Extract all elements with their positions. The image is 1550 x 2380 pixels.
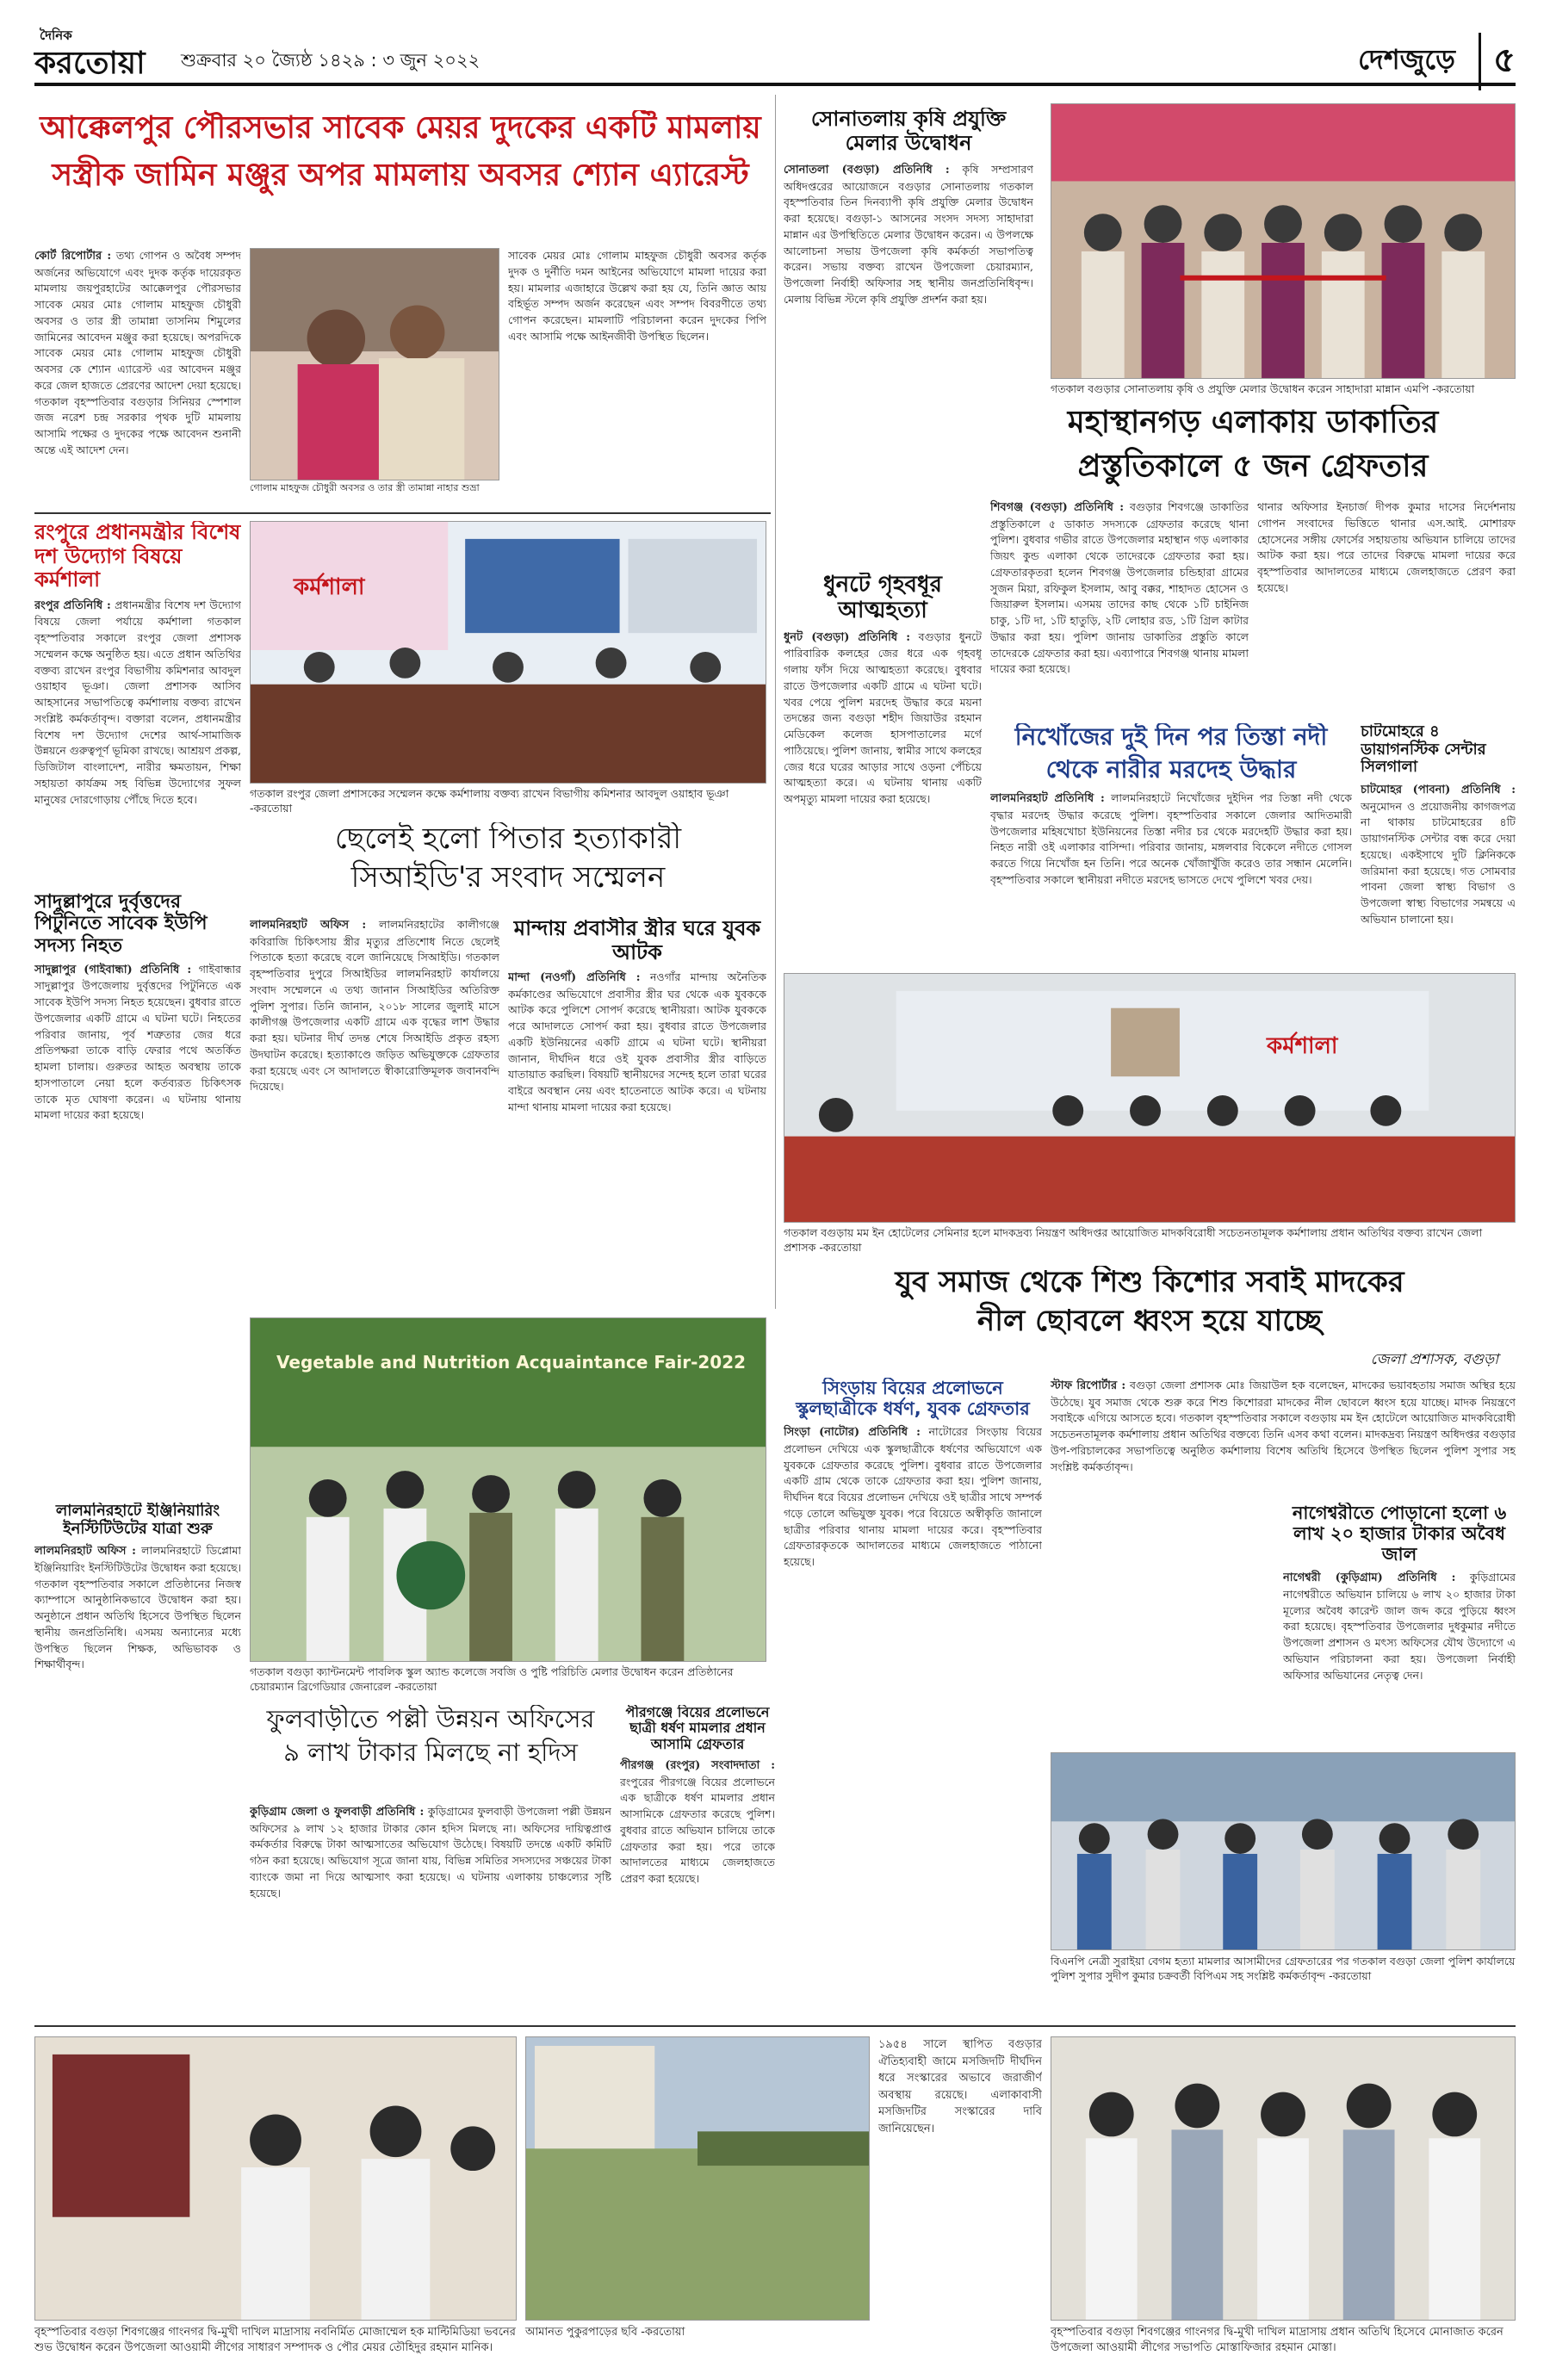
singra-byline: সিংড়া (নাটোর) প্রতিনিধি : <box>784 1426 921 1440</box>
sadullapur-story <box>34 891 241 1494</box>
son-kills-text: লালমনিরহাটের কালীগঞ্জে কবিরাজি চিকিৎসায় স্ত্রীর মৃত্যুর প্রতিশোধ নিতে ছেলেই পিতাকে হত্যা করেছে বলে জানিয়েছে সিআইডি। গতকাল বৃহস্পতিবার দুপুরে সিআইডির লালমনিরহাট কার্যালয়ে সংবাদ সম্মেলনে এ তথ্য জানান সিআইডির অতিরিক্ত পুলিশ সুপার। তিনি জানান, ২০১৮ সালের জুলাই মাসে কালীগঞ্জ উপজেলার একটি গ্রামে এক বৃদ্ধের লাশ উদ্ধার করা হয়। ঘটনার দীর্ঘ তদন্ত শেষে সিআইডি প্রকৃত রহস্য উদঘাটন করেছে। হত্যাকাণ্ডে জড়িত অভিযুক্তকে গ্রেফতার করা হয়েছে এবং সে আদালতে স্বীকারোক্তিমূলক জবানবন্দি দিয়েছে। <box>250 918 499 1094</box>
dhunat-byline: ধুনট (বগুড়া) প্রতিনিধি : <box>784 630 911 644</box>
lalmonirhat-body-wrap <box>34 1543 241 1673</box>
lalmonirhat-byline: লালমনিরহাট অফিস : <box>34 1545 136 1559</box>
chatmohar-body: অনুমোদন ও প্রয়োজনীয় কাগজপত্র না থাকায় চাটমোহরের ৪টি ডায়াগনস্টিক সেন্টার বন্ধ করে দেয়া হয়েছে। একইসাথে দুটি ক্লিনিককে জরিমানা করা হয়েছে। গত সোমবার পাবনা জেলা স্বাস্থ্য বিভাগ ও উপজেলা স্বাস্থ্য বিভাগের সমন্বয়ে এ অভিযান চালানো হয়। <box>1361 799 1516 926</box>
lead-headline-2[interactable]: সস্ত্রীক জামিন মঞ্জুর অপর মামলায় অবসর শ্যোন এ্যারেস্ট <box>52 158 749 194</box>
pirganj-headline[interactable]: পীরগঞ্জে বিয়ের প্রলোভনে ছাত্রী ধর্ষণ মামলার প্রধান আসামি গ্রেফতার <box>625 1705 770 1752</box>
dhunat-body: বগুড়ার ধুনটে পারিবারিক কলহের জের ধরে এক গৃহবধূ গলায় ফাঁস দিয়ে আত্মহত্যা করেছে। বুধবার রাতে উপজেলার একটি গ্রামে এ ঘটনা ঘটে। খবর পেয়ে পুলিশ মরদেহ উদ্ধার করে ময়না তদন্তের জন্য বগুড়া শহীদ জিয়াউর রহমান মেডিকেল কলেজ হাসপাতালের মর্গে পাঠিয়েছে। পুলিশ জানায়, স্বামীর সাথে কলহের জের ধরে ঘরের আড়ার সাথে ওড়না পেঁচিয়ে আত্মহত্যা করে। এ ঘটনায় থানায় একটি অপমৃত্যু মামলা দায়ের করা হয়েছে। <box>784 629 982 806</box>
pirganj-body: রংপুরের পীরগঞ্জে বিয়ের প্রলোভনে এক ছাত্রীকে ধর্ষণ মামলার প্রধান আসামিকে গ্রেফতার করেছে পুলিশ। বুধবার রাতে অভিযান চালিয়ে তাকে গ্রেফতার করা হয়। পরে তাকে আদালতের মাধ্যমে জেলহাজতে প্রেরণ করা হয়েছে। <box>620 1775 775 1886</box>
date-line: শুক্রবার ২০ জ্যৈষ্ঠ ১৪২৯ : ৩ জুন ২০২২ <box>181 50 480 71</box>
fulbari-text: কুড়িগ্রামের ফুলবাড়ী উপজেলা পল্লী উন্নয়ন অফিসের ৯ লাখ ১২ হাজার টাকার কোন হদিস মিলছে না। অফিসের দায়িত্বপ্রাপ্ত কর্মকর্তার বিরুদ্ধে টাকা আত্মসাতের অভিযোগ উঠেছে। বিষয়টি তদন্তে একটি কমিটি গঠন করা হয়েছে। অভিযোগ সূত্রে জানা যায়, বিভিন্ন সমিতির সদস্যদের সঞ্চয়ের টাকা ব্যাংকে জমা না দিয়ে আত্মসাৎ করা হয়েছে। এ ঘটনায় এলাকায় চাঞ্চল্যের সৃষ্টি হয়েছে। <box>250 1805 611 1900</box>
rangpur-byline: রংপুর প্রতিনিধি : <box>34 598 111 612</box>
sadullapur-body-wrap <box>34 962 241 1124</box>
manda-body: নওগাঁর মান্দায় অনৈতিক কর্মকাণ্ডের অভিযোগে প্রবাসীর স্ত্রীর ঘর থেকে এক যুবককে আটক করে পুলিশে সোপর্দ করেছে স্থানীয়রা। আটক যুবককে পরে আদালতে সোপর্দ করা হয়। বুধবার রাতে উপজেলার একটি ইউনিয়নের একটি গ্রামে এ ঘটনা ঘটে। স্থানীয়রা জানান, দীর্ঘদিন ধরে ওই যুবক প্রবাসীর স্ত্রীর বাড়িতে যাতায়াত করছিল। বিষয়টি স্থানীয়দের সন্দেহ হলে তারা ঘরের বাইরে অবস্থান নেয় এবং হাতেনাতে আটক করে। এ ঘটনায় মান্দা থানায় মামলা দায়ের করা হয়েছে। <box>508 970 766 1113</box>
newspaper-logo[interactable] <box>34 26 164 79</box>
fulbari-story <box>250 1705 611 1800</box>
sonatola-body: কৃষি সম্প্রসারণ অধিদপ্তরের আয়োজনে বগুড়ার সোনাতলায় গতকাল বৃহস্পতিবার তিন দিনব্যাপী কৃষি প্রযুক্তি মেলার উদ্বোধন করা হয়েছে। বগুড়া-১ আসনের সংসদ সদস্য সাহাদারা মান্নান এর উপস্থিতিতে মেলার উদ্বোধন করেন। এ উপলক্ষে আলোচনা সভায় উপজেলা কৃষি কর্মকর্তা সভাপতিত্ব করেন। সভায় বক্তব্য রাখেন উপজেলা চেয়ারম্যান, উপজেলা নির্বাহী অফিসার সহ স্থানীয় জনপ্রতিনিধিবৃন্দ। মেলায় বিভিন্ন স্টলে কৃষি প্রযুক্তি প্রদর্শন করা হয়। <box>784 163 1033 306</box>
tista-body: লালমনিরহাটে নিখোঁজের দুইদিন পর তিস্তা নদী থেকে বৃদ্ধার মরদেহ উদ্ধার করেছে পুলিশ। বৃহস্পতিবার সকালে জেলার আদিতমারী উপজেলার মহিষখোচা ইউনিয়নের তিস্তা নদীর চর থেকে মরদেহটি উদ্ধার করা হয়। নিহত নারী ওই এলাকার বাসিন্দা। পরিবার জানায়, মঙ্গলবার বিকেলে নদীতে গোসল করতে গিয়ে নিখোঁজ হন তিনি। পরে অনেক খোঁজাখুঁজি করেও তার সন্ধান মেলেনি। বৃহস্পতিবার সকালে স্থানীয়রা নদীতে মরদেহ ভাসতে দেখে পুলিশে খবর দেয়। <box>990 791 1352 886</box>
mohasthan-text: বগুড়ার শিবগঞ্জে ডাকাতির প্রস্তুতিকালে ৫ ডাকাত সদস্যকে গ্রেফতার করেছে থানা পুলিশ। বুধবার গভীর রাতে উপজেলার মহাস্থান গড় এলাকার জিয়ৎ কুন্ড এলাকা থেকে তাদেরকে গ্রেফতার করা হয়। গ্রেফতারকৃতরা হলেন শিবগঞ্জ উপজেলার চন্ডিহারা গ্রামের সুজন মিয়া, রফিকুল ইসলাম, আবু বক্কর, শাহাদত হোসেন ও জিয়ারুল ইসলাম। এসময় তাদের কাছ থেকে ১টি চাইনিজ চাকু, ১টি দা, ১টি হাতুড়ি, ২টি লোহার রড, ১টি গ্রিল কাটার উদ্ধার করা হয়। পুলিশ জানায় ডাকাতির প্রস্তুতি কালে তাদেরকে গ্রেফতার করা হয়। এব্যাপারে শিবগঞ্জ থানায় মামলা দায়ের করা হয়েছে। <box>990 500 1249 676</box>
nageshwari-headline[interactable]: নাগেশ্বরীতে পোড়ানো হলো ৬ লাখ ২০ হাজার টাকার অবৈধ জাল <box>1292 1503 1507 1565</box>
fair-photo-caption: গতকাল বগুড়া ক্যান্টনমেন্ট পাবলিক স্কুল অ্যান্ড কলেজে সবজি ও পুষ্টি পরিচিতি মেলার উদ্বোধন করেন প্রতিষ্ঠানের চেয়ারম্যান ব্রিগেডিয়ার জেনারেল -করতোয়া <box>250 1665 734 1693</box>
mohasthan-body-2: থানার অফিসার ইনচার্জ দীপক কুমার দাসের নির্দেশনায় গোপন সংবাদের ভিত্তিতে থানার এস.আই. মোশারফ হোসেনের সঙ্গীয় ফোর্সের সহায়তায় অভিযান চালিয়ে তাদের আটক করা হয়। পরে তাদের বিরুদ্ধে মামলা দায়ের করে বৃহস্পতিবার আদালতের মাধ্যমে জেলহাজতে প্রেরণ করা হয়েছে। <box>1257 500 1516 594</box>
lead-story <box>34 110 766 248</box>
section-title: দেশজুড়ে <box>1357 43 1455 76</box>
son-kills-byline: লালমনিরহাট অফিস : <box>250 919 367 932</box>
lalmonirhat-body: লালমনিরহাটে ডিপ্লোমা ইঞ্জিনিয়ারিং ইনস্টিটিউটের উদ্বোধন করা হয়েছে। গতকাল বৃহস্পতিবার সকালে প্রতিষ্ঠানের নিজস্ব ক্যাম্পাসে আনুষ্ঠানিকভাবে উদ্বোধন করা হয়। অনুষ্ঠানে প্রধান অতিথি হিসেবে উপস্থিত ছিলেন স্থানীয় জনপ্রতিনিধি। এসময় অন্যান্যের মধ্যে উপস্থিত ছিলেন শিক্ষক, অভিভাবক ও শিক্ষার্থীবৃন্দ। <box>34 1544 241 1671</box>
fulbari-body <box>250 1804 611 2019</box>
lead-body-2: সাবেক মেয়র মোঃ গোলাম মাহফুজ চৌধুরী অবসর কর্তৃক দুদক ও দুর্নীতি দমন আইনের অভিযোগে মামলা দায়ের করা হয়। মামলার এজাহারে উল্লেখ করা হয় যে, তিনি জ্ঞাত আয় বহির্ভূত সম্পদ অর্জন করেছেন এবং সম্পদ বিবরণীতে তথ্য গোপন করেছেন। মামলাটি পরিচালনা করেন দুদকের পিপি এবং আসামি পক্ষে আইনজীবী উপস্থিত ছিলেন। <box>508 249 766 343</box>
tista-byline: লালমনিরহাট প্রতিনিধি : <box>990 792 1105 806</box>
singra-headline[interactable]: সিংড়ায় বিয়ের প্রলোভনে স্কুলছাত্রীকে ধর্ষণ, যুবক গ্রেফতার <box>796 1378 1030 1420</box>
lalmonirhat-story <box>34 1503 241 2019</box>
chatmohar-story <box>1361 723 1516 973</box>
rangpur-headline[interactable]: রংপুরে প্রধানমন্ত্রীর বিশেষ দশ উদ্যোগ বিষয়ে কর্মশালা <box>34 521 241 592</box>
fulbari-headline-2[interactable]: ৯ লাখ টাকার মিলছে না হদিস <box>283 1738 578 1768</box>
bottom-text-3: ১৯৫৪ সালে স্থাপিত বগুড়ার ঐতিহ্যবাহী জামে মসজিদটি দীর্ঘদিন ধরে সংস্কারের অভাবে জরাজীর্ণ অবস্থায় রয়েছে। এলাকাবাসী মসজিদটির সংস্কারের দাবি জানিয়েছেন। <box>878 2038 1042 2135</box>
son-kills-story <box>250 822 766 917</box>
youth-drugs-story <box>784 1266 1516 1378</box>
nageshwari-body-wrap <box>1283 1570 1516 1683</box>
son-kills-headline-1[interactable]: ছেলেই হলো পিতার হত্যাকারী <box>334 822 682 856</box>
sadullapur-byline: সাদুল্লাপুর (গাইবান্ধা) প্রতিনিধি : <box>34 963 192 976</box>
manda-story <box>508 917 766 1309</box>
lalmonirhat-headline[interactable]: লালমনিরহাটে ইঞ্জিনিয়ারিং ইনস্টিটিউটের যাত্রা শুরু <box>55 1503 220 1538</box>
lead-byline: কোর্ট রিপোর্টার : <box>34 250 112 263</box>
mohasthan-body <box>990 499 1249 715</box>
vegetable-fair-photo <box>250 1317 766 1662</box>
tista-story <box>990 723 1352 939</box>
son-kills-headline-2[interactable]: সিআইডি'র সংবাদ সম্মেলন <box>350 860 666 896</box>
mohasthan-byline: শিবগঞ্জ (বগুড়া) প্রতিনিধি : <box>990 501 1125 514</box>
bottom-photo-2 <box>525 2036 870 2321</box>
lead-photo <box>250 248 499 480</box>
sonatola-body-wrap <box>784 162 1033 308</box>
workshop-banner-text: কর্মশালা <box>1267 1033 1338 1059</box>
nageshwari-body: কুড়িগ্রামের নাগেশ্বরীতে অভিযান চালিয়ে ৬ লাখ ২০ হাজার টাকা মূল্যের অবৈধ কারেন্ট জাল জব্দ করে পুড়িয়ে ধ্বংস করা হয়েছে। বৃহস্পতিবার উপজেলার দুধকুমার নদীতে উপজেলা প্রশাসন ও মৎস্য অফিসের যৌথ উদ্যোগে এ অভিযান পরিচালনা করা হয়। উপজেলা নির্বাহী অফিসার অভিযানের নেতৃত্ব দেন। <box>1283 1571 1516 1682</box>
chatmohar-byline: চাটমোহর (পাবনা) প্রতিনিধি : <box>1361 784 1516 797</box>
police-photo <box>1051 1752 1516 1950</box>
dhunat-story <box>784 573 982 831</box>
nageshwari-story <box>1283 1503 1516 1744</box>
youth-headline-1[interactable]: যুব সমাজ থেকে শিশু কিশোর সবাই মাদকের <box>895 1266 1404 1299</box>
pirganj-story <box>620 1705 775 2019</box>
sadullapur-body: গাইবান্ধার সাদুল্লাপুর উপজেলায় দুর্বৃত্তদের পিটুনিতে এক সাবেক ইউপি সদস্য নিহত হয়েছেন। বুধবার রাতে উপজেলার একটি গ্রামে এ ঘটনা ঘটে। নিহতের পরিবার জানায়, পূর্ব শত্রুতার জের ধরে প্রতিপক্ষরা তাকে বাড়ি ফেরার পথে অতর্কিত হামলা চালায়। গুরুতর আহত অবস্থায় তাকে হাসপাতালে নেয়া হলে কর্তব্যরত চিকিৎসক তাকে মৃত ঘোষণা করেন। এ ঘটনায় থানায় মামলা দায়ের করা হয়েছে। <box>34 962 241 1122</box>
pirganj-byline: পীরগঞ্জ (রংপুর) সংবাদদাতা : <box>620 1759 775 1773</box>
tista-body-wrap <box>990 790 1352 888</box>
logo-small-text: দৈনিক <box>40 28 72 43</box>
lead-text: তথ্য গোপন ও অবৈধ সম্পদ অর্জনের অভিযোগে এবং দুদক কর্তৃক দায়েরকৃত মামলায় জয়পুরহাটের আক্কেলপুর পৌরসভার সাবেক মেয়র মোঃ গোলাম মাহফুজ চৌধুরী অবসর ও তার স্ত্রী তামান্না তাসনিম শিমুলের জামিনের আবেদন মঞ্জুর করা হয়েছে। অপরদিকে সাবেক মেয়র মোঃ গোলাম মাহফুজ চৌধুরী অবসর কে শ্যোন এ্যারেস্ট এর আবেদন মঞ্জুর করে জেল হাজতে প্রেরণের আদেশ দেয়া হয়েছে। গতকাল বৃহস্পতিবার বগুড়ার সিনিয়র স্পেশাল জজ নরেশ চন্দ্র সরকার পৃথক দুটি মামলায় আসামি পক্ষের ও দুদকের পক্ষে আবেদন শুনানী অন্তে এই আদেশ দেন। <box>34 249 241 456</box>
fair-banner-text: Vegetable and Nutrition Acquaintance Fair-2022 <box>276 1352 747 1373</box>
chatmohar-body-wrap <box>1361 782 1516 928</box>
singra-body-wrap <box>784 1424 1042 1571</box>
youth-sub: জেলা প্রশাসক, বগুড়া <box>1370 1351 1498 1368</box>
dhunat-headline[interactable]: ধুনটে গৃহবধূর আত্মহত্যা <box>823 573 942 623</box>
mohasthan-headline-1[interactable]: মহাস্থানগড় এলাকায় ডাকাতির <box>1067 405 1439 440</box>
dhunat-body-wrap <box>784 629 982 808</box>
bottom-caption-4: বৃহস্পতিবার বগুড়া শিবগঞ্জের গাংনগর দ্বি-মুখী দাখিল মাদ্রাসায় প্রধান অতিথি হিসেবে মোনাজাত করেন উপজেলা আওয়ামী লীগের সভাপতি মোস্তাফিজার রহমান মোস্তা। <box>1051 2326 1504 2354</box>
workshop-caption: গতকাল বগুড়ায় মম ইন হোটেলের সেমিনার হলে মাদকদ্রব্য নিয়ন্ত্রণ অধিদপ্তর আয়োজিত মাদকবিরোধী সচেতনতামূলক কর্মশালায় প্রধান অতিথির বক্তব্য রাখেন জেলা প্রশাসক -করতোয়া <box>784 1226 1483 1254</box>
agri-fair-photo <box>1051 103 1516 379</box>
mohasthan-headline-2[interactable]: প্রস্তুতিকালে ৫ জন গ্রেফতার <box>1077 449 1429 485</box>
bottom-caption-1: বৃহস্পতিবার বগুড়া শিবগঞ্জের গাংনগর দ্বি-মুখী দাখিল মাদ্রাসায় নবনির্মিত মোজাম্মেল হক মাল্টিমিডিয়া ভবনের শুভ উদ্বোধন করেন উপজেলা আওয়ামী লীগের সাধারণ সম্পাদক ও পৌর মেয়র তৌহিদুর রহমান মানিক। <box>34 2326 516 2354</box>
column-rule <box>775 95 776 1309</box>
rangpur-body-wrap <box>34 598 241 809</box>
manda-byline: মান্দা (নওগাঁ) প্রতিনিধি : <box>508 971 641 985</box>
singra-body: নাটোরের সিংড়ায় বিয়ের প্রলোভন দেখিয়ে এক স্কুলছাত্রীকে ধর্ষণের অভিযোগে এক যুবককে গ্রেফতার করেছে পুলিশ। বুধবার রাতে উপজেলার একটি গ্রাম থেকে তাকে গ্রেফতার করা হয়। পুলিশ জানায়, দীর্ঘদিন ধরে বিয়ের প্রলোভন দেখিয়ে ওই ছাত্রীর সাথে সম্পর্ক গড়ে তোলে অভিযুক্ত যুবক। পরে বিয়েতে অস্বীকৃতি জানালে ছাত্রীর পরিবার থানায় মামলা দায়ের করে। বৃহস্পতিবার গ্রেফতারকৃতকে আদালতের মাধ্যমে জেলহাজতে পাঠানো হয়েছে। <box>784 1425 1042 1569</box>
bottom-rule <box>34 2025 1516 2027</box>
section-rule <box>34 512 771 514</box>
lead-photo-caption: গোলাম মাহফুজ চৌধুরী অবসর ও তার স্ত্রী তামান্না নাহার শুভ্রা <box>250 482 480 493</box>
youth-byline: স্টাফ রিপোর্টার : <box>1051 1379 1126 1392</box>
sadullapur-headline[interactable]: সাদুল্লাপুরে দুর্বৃত্তদের পিটুনিতে সাবেক ইউপি সদস্য নিহত <box>34 891 208 957</box>
rangpur-photo-caption: গতকাল রংপুর জেলা প্রশাসকের সম্মেলন কক্ষে কর্মশালায় বক্তব্য রাখেন বিভাগীয় কমিশনার আবদুল ওয়াহাব ভূঞা -করতোয়া <box>250 787 729 815</box>
lead-body <box>34 248 241 498</box>
agri-fair-caption: গতকাল বগুড়ার সোনাতলায় কৃষি ও প্রযুক্তি মেলার উদ্বোধন করেন সাহাদারা মান্নান এমপি -করতোয়া <box>1051 382 1475 395</box>
drug-workshop-photo <box>784 973 1516 1223</box>
sonatola-byline: সোনাতলা (বগুড়া) প্রতিনিধি : <box>784 164 950 177</box>
page-number: ৫ <box>1479 33 1516 90</box>
bottom-photo-4 <box>1051 2036 1516 2321</box>
police-photo-caption: বিএনপি নেত্রী সুরাইয়া বেগম হত্যা মামলার আসামীদের গ্রেফতারের পর গতকাল বগুড়া জেলা পুলিশ কার্যালয়ে পুলিশ সুপার সুদীপ কুমার চক্রবর্তী বিপিএম সহ সংশ্লিষ্ট কর্মকর্তাবৃন্দ -করতোয়া <box>1051 1955 1516 1982</box>
rangpur-story <box>34 521 241 883</box>
youth-text: বগুড়া জেলা প্রশাসক মোঃ জিয়াউল হক বলেছেন, মাদকের ভয়াবহতায় সমাজ অস্থির হয়ে উঠেছে। যুব সমাজ থেকে শুরু করে শিশু কিশোররা মাদকের নীল ছোবলে ধ্বংস হয়ে যাচ্ছে। মাদক নিয়ন্ত্রণে সবাইকে এগিয়ে আসতে হবে। গতকাল বৃহস্পতিবার সকালে বগুড়ায় মম ইন হোটেলে আয়োজিত মাদকবিরোধী সচেতনতামূলক কর্মশালায় প্রধান অতিথির বক্তব্যে তিনি এসব কথা বলেন। মাদকদ্রব্য নিয়ন্ত্রণ অধিদপ্তর বগুড়ার উপ-পরিচালকের সভাপতিত্বে অনুষ্ঠিত কর্মশালায় বিশেষ অতিথি হিসেবে উপস্থিত ছিলেন পুলিশ সুপার সহ সংশ্লিষ্ট কর্মকর্তাবৃন্দ। <box>1051 1379 1516 1473</box>
masthead <box>34 26 1516 86</box>
manda-body-wrap <box>508 970 766 1116</box>
tista-headline-1[interactable]: নিখোঁজের দুই দিন পর তিস্তা নদী <box>1014 723 1328 751</box>
lead-headline-1[interactable]: আক্কেলপুর পৌরসভার সাবেক মেয়র দুদকের একটি মামলায় <box>40 110 761 146</box>
nageshwari-byline: নাগেশ্বরী (কুড়িগ্রাম) প্রতিনিধি : <box>1283 1571 1456 1585</box>
sonatola-headline[interactable]: সোনাতলায় কৃষি প্রযুক্তি মেলার উদ্বোধন <box>810 108 1007 155</box>
youth-body <box>1051 1378 1516 1503</box>
bottom-photo-1 <box>34 2036 517 2321</box>
rangpur-banner-text: কর্মশালা <box>294 574 365 600</box>
youth-headline-2[interactable]: নীল ছোবলে ধ্বংস হয়ে যাচ্ছে <box>976 1304 1323 1339</box>
fulbari-headline-1[interactable]: ফুলবাড়ীতে পল্লী উন্নয়ন অফিসের <box>266 1705 595 1733</box>
son-kills-body <box>250 917 499 1309</box>
rangpur-workshop-photo <box>250 521 766 784</box>
tista-headline-2[interactable]: থেকে নারীর মরদেহ উদ্ধার <box>1045 755 1297 784</box>
chatmohar-headline[interactable]: চাটমোহরে ৪ ডায়াগনস্টিক সেন্টার সিলগালা <box>1361 723 1486 777</box>
singra-story <box>784 1378 1042 1903</box>
fulbari-byline: কুড়িগ্রাম জেলা ও ফুলবাড়ী প্রতিনিধি : <box>250 1806 425 1819</box>
pirganj-body-wrap <box>620 1757 775 1887</box>
bottom-caption-2: আমানত পুকুরপাড়ের ছবি -করতোয়া <box>525 2326 685 2339</box>
logo-big-text: করতোয়া <box>34 46 146 81</box>
manda-headline[interactable]: মান্দায় প্রবাসীর স্ত্রীর ঘরে যুবক আটক <box>513 917 761 964</box>
rangpur-body: প্রধানমন্ত্রীর বিশেষ দশ উদ্যোগ বিষয়ে জেলা পর্যায়ে কর্মশালা গতকাল বৃহস্পতিবার সকালে রংপুর জেলা প্রশাসক সম্মেলন কক্ষে অনুষ্ঠিত হয়। এতে প্রধান অতিথির বক্তব্য রাখেন রংপুর বিভাগীয় কমিশনার আবদুল ওয়াহাব ভূঞা। জেলা প্রশাসক আসিব আহসানের সভাপতিত্বে কর্মশালায় বক্তব্য রাখেন সংশ্লিষ্ট কর্মকর্তাবৃন্দ। বক্তারা বলেন, প্রধানমন্ত্রীর বিশেষ দশ উদ্যোগ দেশের আর্থ-সামাজিক উন্নয়নে গুরুত্বপূর্ণ ভূমিকা রাখছে। আশ্রয়ণ প্রকল্প, ডিজিটাল বাংলাদেশ, নারীর ক্ষমতায়ন, শিক্ষা সহায়তা কার্যক্রম সহ বিভিন্ন উদ্যোগের সুফল মানুষের দোরগোড়ায় পৌঁছে দিতে হবে। <box>34 598 241 806</box>
